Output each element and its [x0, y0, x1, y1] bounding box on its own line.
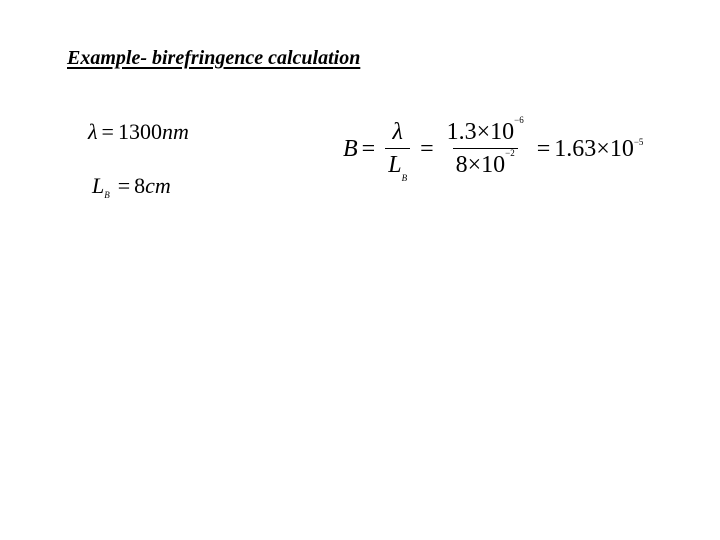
slide-title: Example- birefringence calculation [67, 47, 361, 69]
numerator-exponent: −6 [514, 115, 524, 126]
equals-sign: = [361, 135, 376, 162]
beat-length-equation [92, 173, 171, 200]
numeric-fraction [444, 115, 527, 178]
beat-length-subscript: B [104, 190, 110, 200]
denominator-symbol: L [388, 151, 402, 178]
birefringence-symbol: B [343, 135, 358, 162]
denominator-exponent: −2 [505, 147, 515, 158]
fraction-numerator: λ [392, 119, 403, 146]
beat-length-unit: cm [145, 173, 171, 198]
birefringence-calculation [343, 114, 643, 184]
wavelength-unit: nm [161, 119, 189, 144]
wavelength-value: 1300 [117, 119, 162, 144]
denominator-mantissa: 8×10 [455, 151, 506, 178]
result-exponent: −5 [633, 137, 644, 147]
beat-length-value: 8 [134, 173, 146, 198]
symbolic-fraction [385, 119, 410, 183]
denominator-subscript: B [401, 172, 408, 183]
equals-sign: = [117, 173, 131, 198]
equals-sign: = [536, 135, 551, 162]
fraction-denominator [453, 148, 518, 178]
equals-sign: = [420, 135, 434, 162]
lambda-symbol: λ [88, 119, 98, 144]
beat-length-symbol: L [92, 173, 105, 198]
wavelength-equation [88, 121, 189, 143]
result-mantissa: 1.63×10 [554, 135, 634, 162]
equals-sign: = [101, 119, 114, 144]
fraction-numerator [444, 115, 527, 147]
fraction-denominator [385, 148, 410, 183]
numerator-mantissa: 1.3×10 [446, 119, 515, 146]
